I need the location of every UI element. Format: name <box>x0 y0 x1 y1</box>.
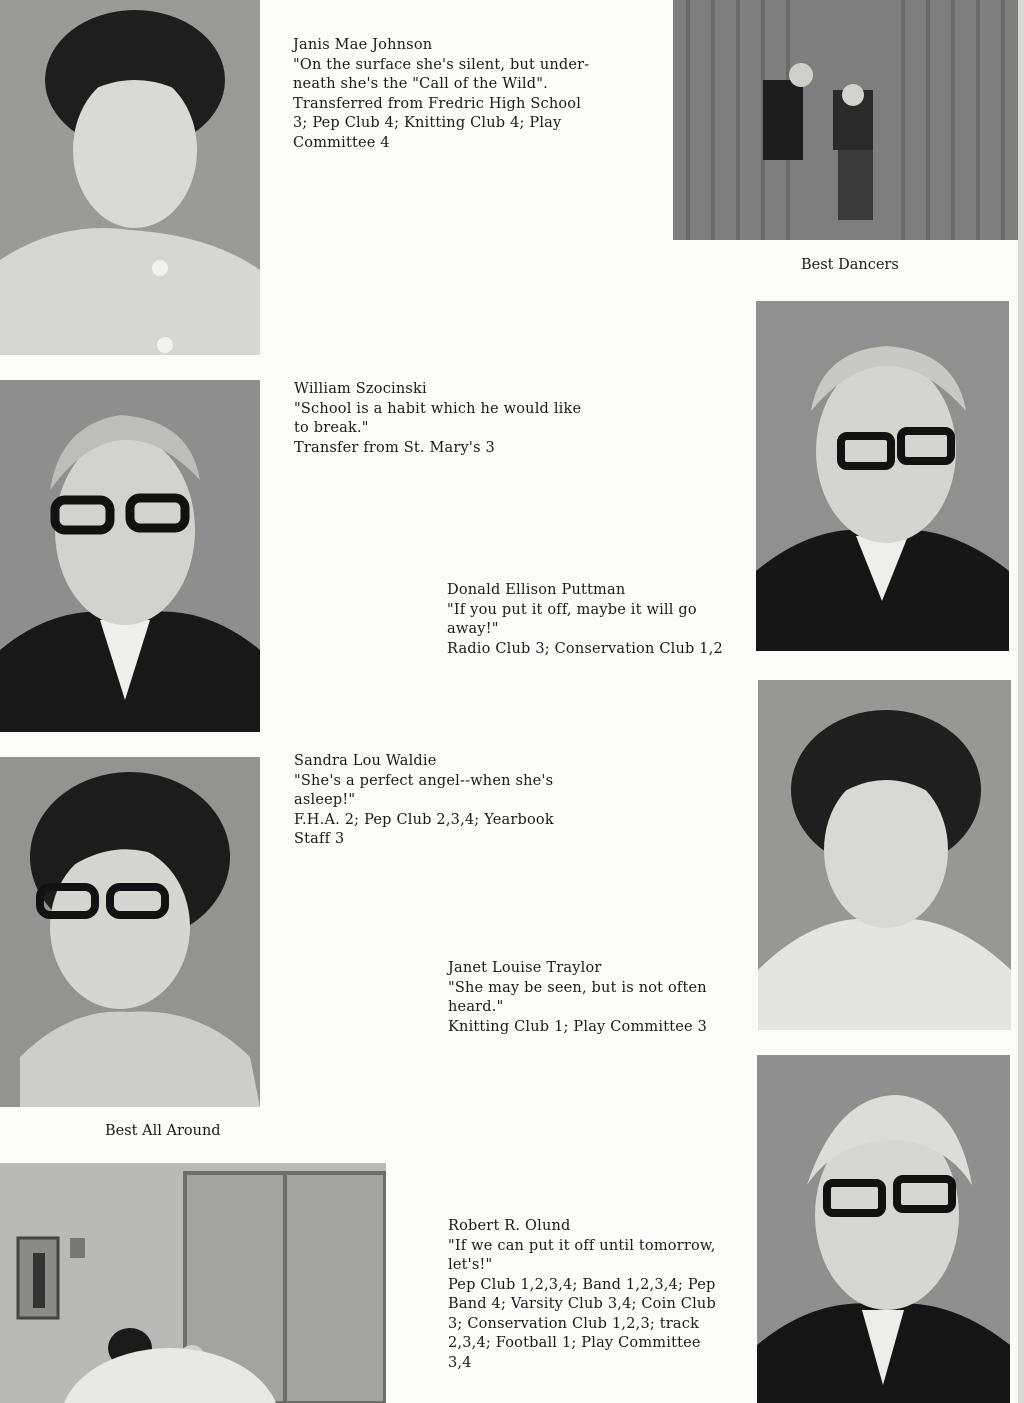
bio-line: 3; Conservation Club 1,2,3; track <box>448 1315 700 1332</box>
student-name: Janis Mae Johnson <box>293 37 433 53</box>
bio-line: "School is a habit which he would like <box>294 400 582 417</box>
bio-line: Pep Club 1,2,3,4; Band 1,2,3,4; Pep <box>448 1276 716 1293</box>
portrait-janis-johnson <box>0 0 260 355</box>
portrait-sandra-waldie <box>0 757 260 1107</box>
bio-line: 3,4 <box>448 1354 472 1371</box>
bio-line: 3; Pep Club 4; Knitting Club 4; Play <box>293 115 562 131</box>
bio-line: let's!" <box>448 1257 493 1273</box>
bio-line: "If we can put it off until tomorrow, <box>448 1237 716 1254</box>
bio-sandra-waldie <box>294 752 554 850</box>
bio-line: to break." <box>294 420 369 436</box>
student-name: Sandra Lou Waldie <box>294 753 437 769</box>
bio-william-szocinski <box>294 380 581 458</box>
bio-line: asleep!" <box>294 792 356 808</box>
bio-line: Radio Club 3; Conservation Club 1,2 <box>447 640 723 657</box>
bio-line: "She may be seen, but is not often <box>448 979 707 996</box>
bio-line: 2,3,4; Football 1; Play Committee <box>448 1335 701 1351</box>
portrait-janet-traylor <box>758 680 1011 1030</box>
bio-line: Transfer from St. Mary's 3 <box>294 439 495 456</box>
bio-line: Transferred from Fredric High School <box>293 95 582 112</box>
student-name: Donald Ellison Puttman <box>447 582 626 598</box>
bio-line: Staff 3 <box>294 831 345 847</box>
bio-line: F.H.A. 2; Pep Club 2,3,4; Yearbook <box>294 811 554 828</box>
bio-janis-johnson <box>293 36 589 153</box>
page-edge <box>1018 0 1024 1403</box>
portrait-donald-puttman <box>756 301 1009 651</box>
bio-line: "On the surface she's silent, but under- <box>293 56 590 73</box>
bio-robert-olund <box>448 1217 716 1373</box>
bio-line: away!" <box>447 621 499 637</box>
bio-line: "If you put it off, maybe it will go <box>447 601 697 618</box>
student-name: William Szocinski <box>294 381 427 397</box>
portrait-william-szocinski <box>0 380 260 732</box>
student-name: Robert R. Olund <box>448 1218 571 1234</box>
caption-best-all-around: Best All Around <box>105 1123 221 1139</box>
bio-line: Knitting Club 1; Play Committee 3 <box>448 1018 708 1035</box>
bio-donald-puttman <box>447 581 723 659</box>
bio-line: Committee 4 <box>293 134 390 151</box>
caption-best-dancers: Best Dancers <box>801 257 899 273</box>
bio-line: Band 4; Varsity Club 3,4; Coin Club <box>448 1296 716 1312</box>
bio-line: "She's a perfect angel--when she's <box>294 772 554 789</box>
bio-janet-traylor <box>448 959 707 1037</box>
bio-line: neath she's the "Call of the Wild". <box>293 76 548 92</box>
bio-line: heard." <box>448 999 504 1015</box>
photo-best-all-around <box>0 1163 386 1403</box>
portrait-robert-olund <box>757 1055 1010 1403</box>
student-name: Janet Louise Traylor <box>448 960 602 976</box>
photo-best-dancers <box>673 0 1018 240</box>
